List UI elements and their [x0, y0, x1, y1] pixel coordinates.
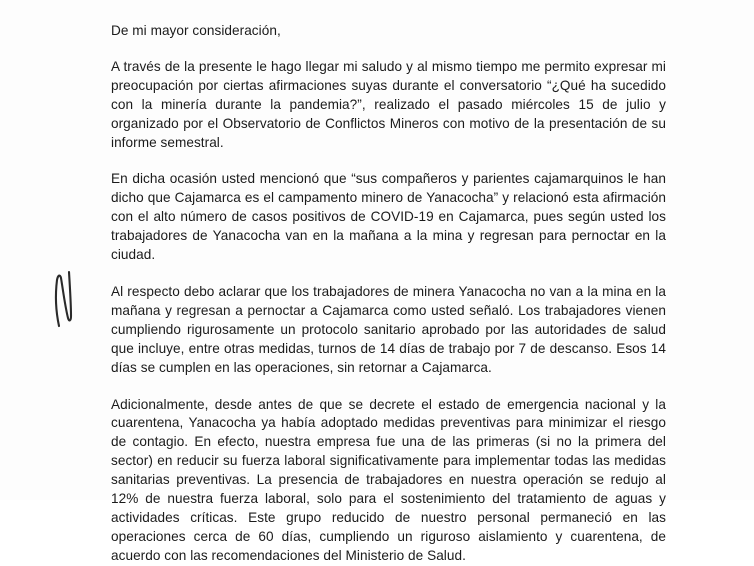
paragraph-clarification: Al respecto debo aclarar que los trabajadores de minera Yanacocha no van a la mina en la mañana y regresan a pernoctar a Cajamarca como usted señaló. Los trabajadores vienen cumpliendo rigurosamente un protocolo sanitario aprobado por las autoridades de salud que incluye, entre otras medidas, turnos de 14 días de trabajo por 7 de descanso. Esos 14 días se cumplen en las operaciones, sin retornar a Cajamarca.	[111, 283, 666, 375]
handwritten-initial-mark	[48, 266, 78, 330]
letter-body	[111, 22, 666, 566]
paragraph-statement: En dicha ocasión usted mencionó que “sus compañeros y parientes cajamarquinos le han dicho que Cajamarca es el campamento minero de Yanacocha” y relacionó esta afirmación con el alto número de casos positivos de COVID-19 en Cajamarca, pues según usted los trabajadores de Yanacocha van en la mañana a la mina y regresan para pernoctar en la ciudad.	[111, 171, 666, 263]
paragraph-preventive-measures: Adicionalmente, desde antes de que se decrete el estado de emergencia nacional y la cuarentena, Yanacocha ya había adoptado medidas preventivas para minimizar el riesgo de contagio. En efecto, nuestra empresa fue una de las primeras (si no la primera del sector) en reducir su fuerza laboral significativamente para implementar todas las medidas sanitarias preventivas. La presencia de trabajadores en nuestra operación se redujo al 12% de nuestra fuerza laboral, solo para el sostenimiento del tratamiento de aguas y actividades críticas. Este grupo reducido de nuestro personal permaneció en las operaciones cerca de 60 días, cumpliendo un riguroso aislamiento y cuarentena, de acuerdo con las recomendaciones del Ministerio de Salud.	[111, 396, 666, 563]
paragraph-greeting: A través de la presente le hago llegar mi saludo y al mismo tiempo me permito expresar mi preocupación por ciertas afirmaciones suyas durante el conversatorio “¿Qué ha sucedido con la minería durante la pandemia?”, realizado el pasado miércoles 15 de julio y organizado por el Observatorio de Conflictos Mineros con motivo de la presentación de su informe semestral.	[111, 58, 666, 150]
salutation: De mi mayor consideración,	[111, 23, 281, 38]
